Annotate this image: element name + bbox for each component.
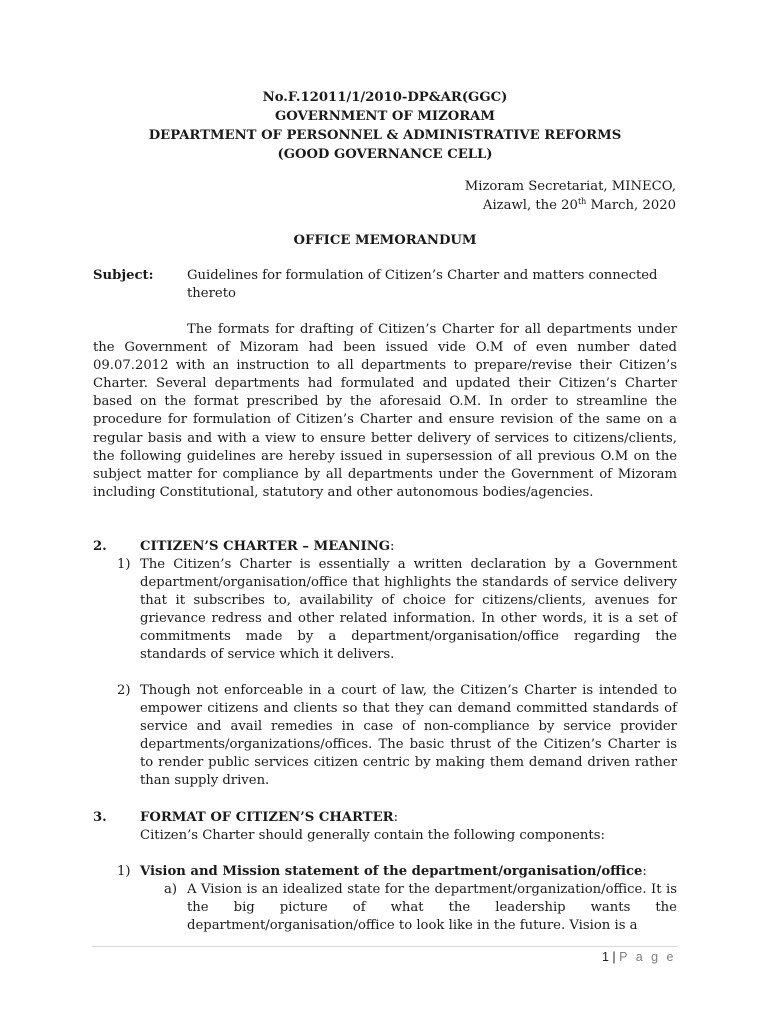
cell-name: (GOOD GOVERNANCE CELL) [277,147,493,162]
section-2-number: 2. [93,539,107,554]
intro-paragraph: The formats for drafting of Citizen’s Charter for all departments under the Government of Mizoram had been issued vide O.M of even number dated 09.07.2012 with an instruction to all departments to prepare/revise their Citizen’s Charter. Several departments had formulated and updated their Citizen’s Charter based on the format prescribed by the aforesaid O.M. In order to streamline the procedure for formulation of Citizen’s Charter and ensure revision of the same on a regular basis and with a view to ensure better delivery of services to citizens/clients, the following guidelines are hereby issued in supersession of all previous O.M on the subject matter for compliance by all departments under the Government of Mizoram including Constitutional, statutory and other autonomous bodies/agencies. [93,322,677,500]
section-3-heading [93,809,398,827]
list-item [117,863,677,881]
place-line: Mizoram Secretariat, MINECO, [464,179,676,194]
page-word: P a g e [619,950,676,964]
section-2-title: CITIZEN’S CHARTER – MEANING [140,539,391,554]
section-2-colon: : [390,539,395,554]
section-3-number: 3. [93,810,107,825]
date-prefix: Aizawl, the 20 [482,198,578,213]
list-item [117,556,677,665]
section-3-intro: Citizen’s Charter should generally contain the following components: [140,828,605,843]
subject-text: Guidelines for formulation of Citizen’s Charter and matters connected thereto [187,268,658,301]
date-suffix: March, 2020 [586,198,676,213]
list-item-text: Though not enforceable in a court of law, the Citizen’s Charter is intended to empower citizens and clients so that they can demand committed standards of service and avail remedies in case of non-compliance by service provider departments/organizations/offices. The basic thrust of the Citizen’s Charter is to render public services citizen centric by making them demand driven rather than supply driven. [140,683,677,789]
place-and-date [465,177,676,215]
date-line [465,196,676,215]
government-name: GOVERNMENT OF MIZORAM [274,109,496,124]
list-item [117,682,677,791]
section-3-title: FORMAT OF CITIZEN’S CHARTER [140,810,394,825]
page-number: 1 [601,950,609,964]
sub-list-item [164,881,677,935]
sub-list-marker: a) [164,882,178,897]
date-superscript: th [577,197,587,206]
department-name: DEPARTMENT OF PERSONNEL & ADMINISTRATIVE REFORMS [148,128,622,143]
footer-divider [92,946,678,947]
vision-mission-colon: : [642,864,647,879]
document-header [92,88,678,164]
list-marker: 1) [117,864,131,879]
subject-label: Subject: [93,268,154,283]
list-item-text: The Citizen’s Charter is essentially a written declaration by a Government department/organisation/office that highlights the standards of service delivery that it subscribes to, availability of choice for citizens/clients, avenues for grievance redress and other related information. In other words, it is a set of commitments made by a department/organisation/office regarding the standards of service which it delivers. [140,557,677,663]
file-number: No.F.12011/1/2010-DP&AR(GGC) [262,90,508,105]
list-marker: 2) [117,683,131,698]
memo-title: OFFICE MEMORANDUM [293,233,477,248]
page-footer [602,949,676,965]
sub-list-item-text: A Vision is an idealized state for the department/organization/office. It is the big picture of what the leadership wants the department/organisation/office to look like in the future. Vision is a [187,882,677,934]
section-2-heading [93,538,394,556]
list-item-text [140,863,677,881]
footer-separator: | [608,950,620,964]
list-marker: 1) [117,557,131,572]
section-3-colon: : [393,810,399,825]
vision-mission-title: Vision and Mission statement of the department/organisation/office [140,864,643,879]
